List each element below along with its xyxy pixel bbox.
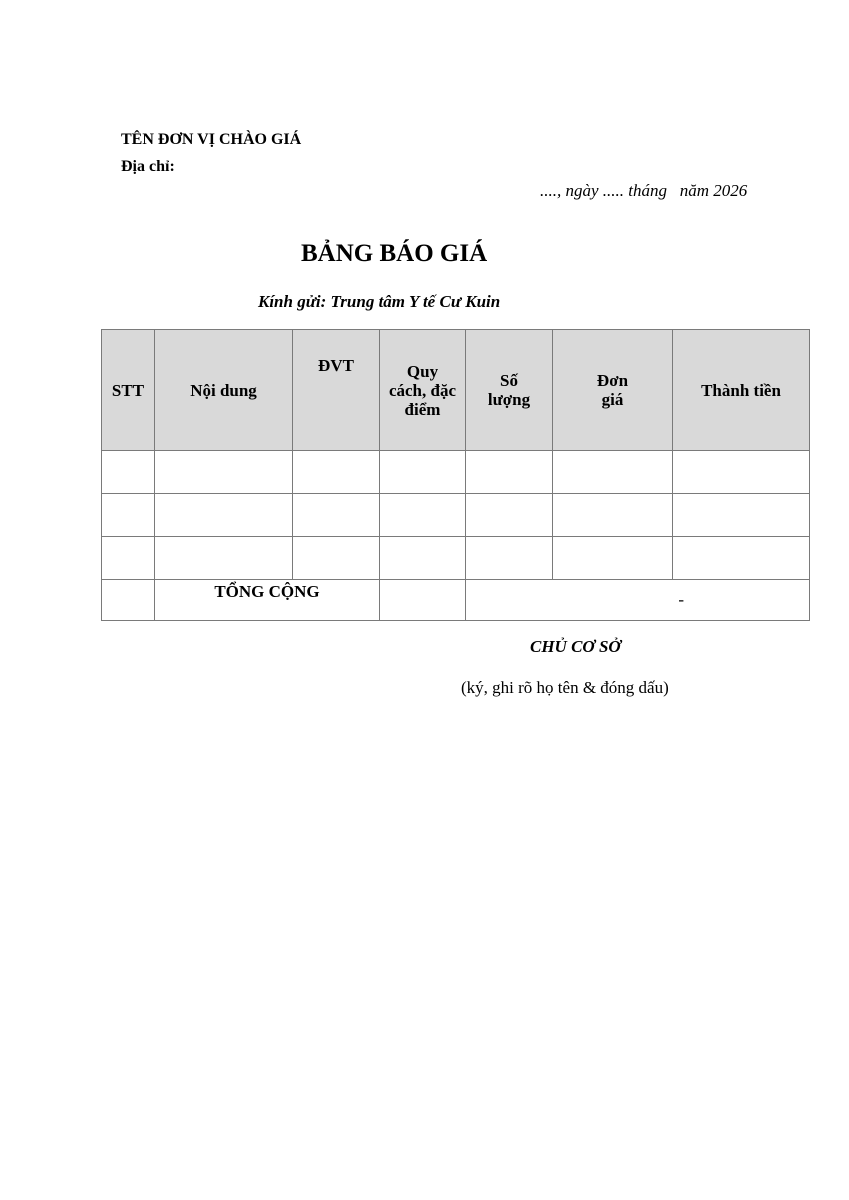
column-header-content: Nội dung <box>155 330 293 451</box>
signer-note: (ký, ghi rõ họ tên & đóng dấu) <box>461 678 669 697</box>
table-row <box>102 537 810 580</box>
column-header-unit: ĐVT <box>293 330 380 451</box>
table-cell[interactable] <box>466 494 553 537</box>
table-cell[interactable] <box>380 494 466 537</box>
column-header-unit-price: Đơn giá <box>553 330 673 451</box>
table-cell[interactable] <box>553 537 673 580</box>
table-header-row <box>102 330 810 451</box>
organization-address-label: Địa chỉ: <box>121 158 175 175</box>
table-cell[interactable] <box>155 494 293 537</box>
table-cell[interactable] <box>102 537 155 580</box>
table-cell <box>102 580 155 621</box>
table-cell[interactable] <box>293 451 380 494</box>
organization-name: TÊN ĐƠN VỊ CHÀO GIÁ <box>121 131 302 148</box>
total-row <box>102 580 810 621</box>
table-cell[interactable] <box>553 494 673 537</box>
table-row <box>102 494 810 537</box>
table-cell[interactable] <box>293 494 380 537</box>
column-header-stt: STT <box>102 330 155 451</box>
column-header-specification: Quy cách, đặc điểm <box>380 330 466 451</box>
table-cell <box>380 580 466 621</box>
table-cell[interactable] <box>102 451 155 494</box>
total-value: - <box>466 580 810 621</box>
table-cell[interactable] <box>553 451 673 494</box>
column-header-quantity: Số lượng <box>466 330 553 451</box>
table-row <box>102 451 810 494</box>
table-cell[interactable] <box>466 537 553 580</box>
table-cell[interactable] <box>102 494 155 537</box>
quotation-table <box>101 329 810 621</box>
column-header-amount: Thành tiền <box>673 330 810 451</box>
document-title: BẢNG BÁO GIÁ <box>301 240 488 267</box>
table-cell[interactable] <box>293 537 380 580</box>
table-cell[interactable] <box>380 537 466 580</box>
recipient-line: Kính gửi: Trung tâm Y tế Cư Kuin <box>258 292 501 311</box>
table-cell[interactable] <box>155 451 293 494</box>
table-cell[interactable] <box>466 451 553 494</box>
table-cell[interactable] <box>155 537 293 580</box>
total-label: TỔNG CỘNG <box>155 580 380 621</box>
table-cell[interactable] <box>380 451 466 494</box>
table-cell[interactable] <box>673 494 810 537</box>
signer-title: CHỦ CƠ SỞ <box>530 637 621 656</box>
date-line: ...., ngày ..... tháng năm 2026 <box>540 181 748 200</box>
table-cell[interactable] <box>673 537 810 580</box>
table-cell[interactable] <box>673 451 810 494</box>
